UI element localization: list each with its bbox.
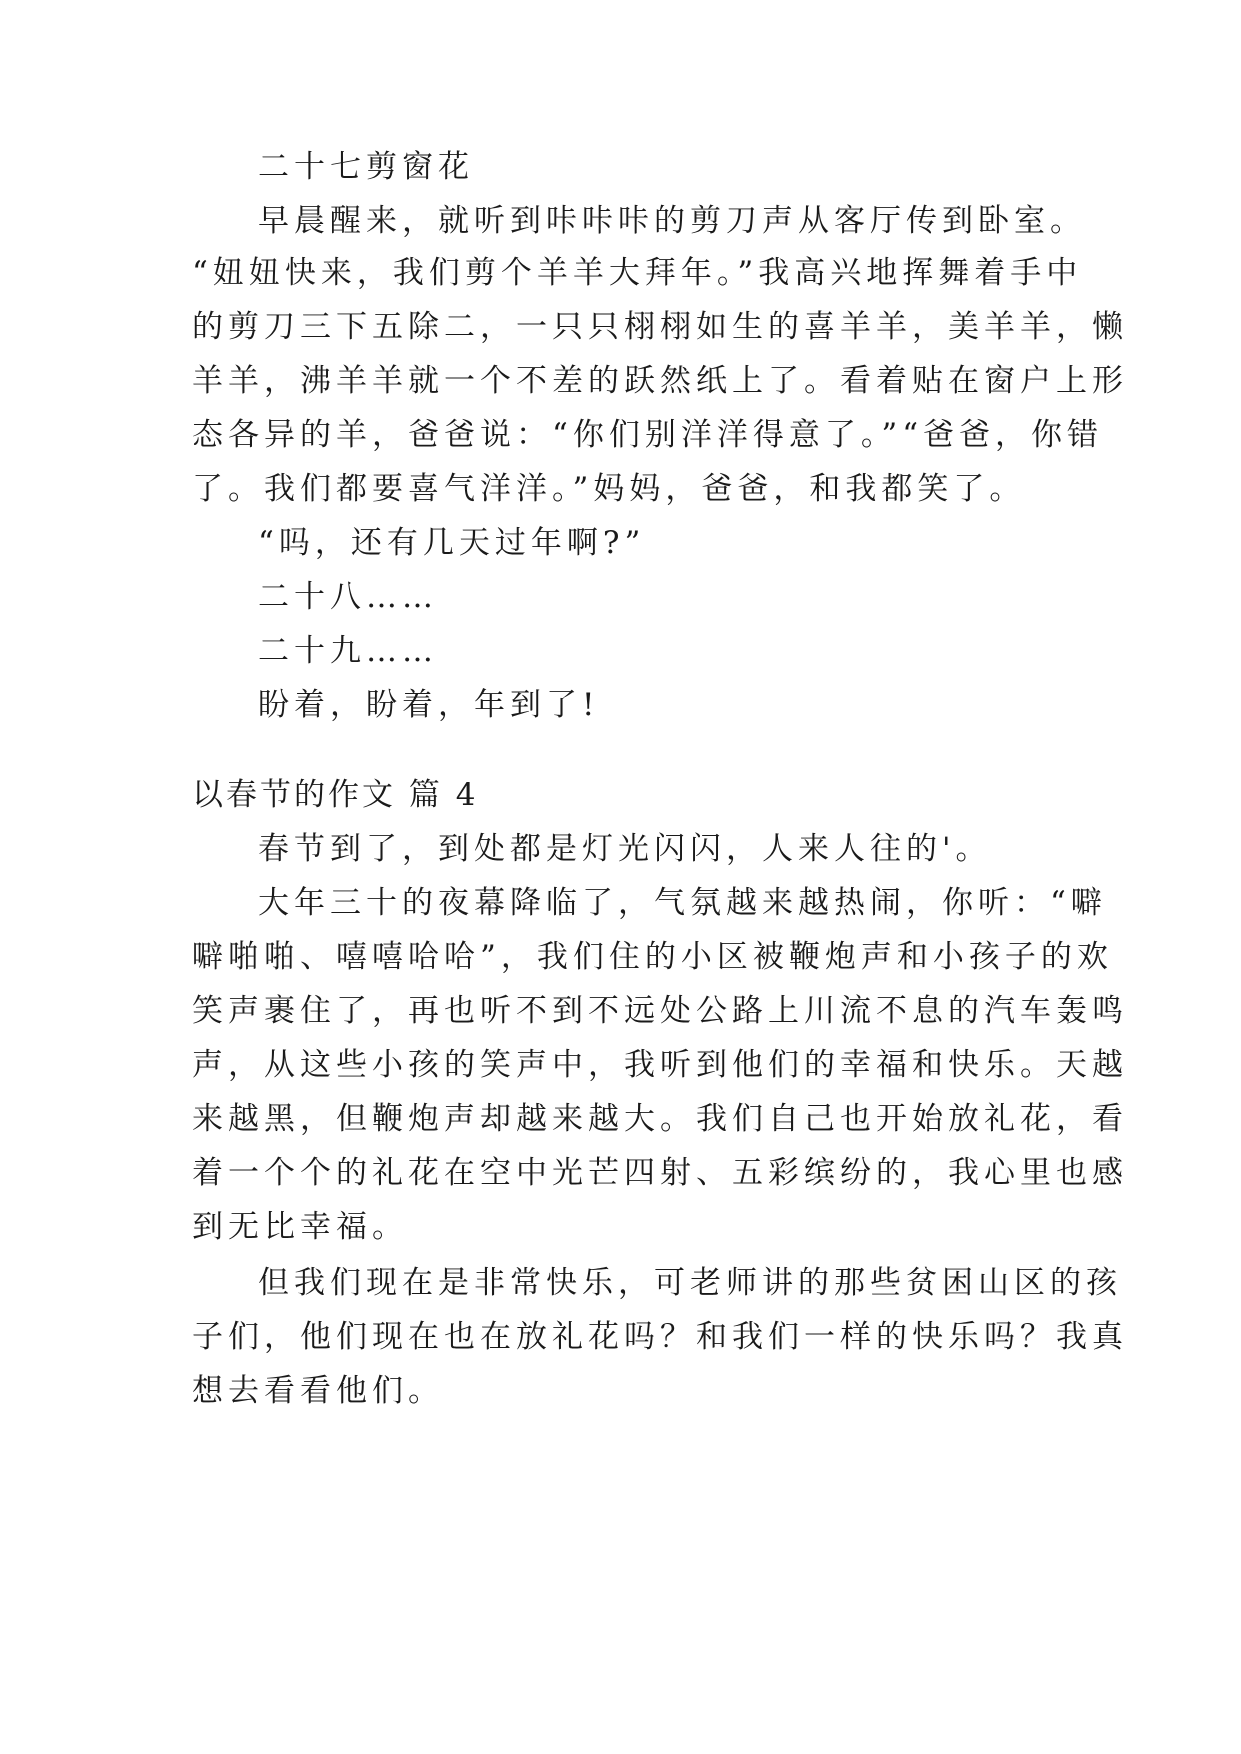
paragraph-line: 的剪刀三下五除二，一只只栩栩如生的喜羊羊，美羊羊，懒 [192, 309, 1128, 345]
paragraph-line: 大年三十的夜幕降临了，气氛越来越热闹，你听：“噼 [258, 885, 1107, 921]
paragraph-line: 二十八…… [258, 579, 438, 615]
paragraph-line: 态各异的羊，爸爸说：“你们别洋洋得意了。”“爸爸，你错 [192, 417, 1104, 453]
paragraph-line: 盼着，盼着，年到了! [258, 687, 600, 723]
paragraph-line: 着一个个的礼花在空中光芒四射、五彩缤纷的，我心里也感 [192, 1155, 1128, 1191]
paragraph-line: 声，从这些小孩的笑声中，我听到他们的幸福和快乐。天越 [192, 1047, 1128, 1083]
paragraph-line: 到无比幸福。 [192, 1209, 408, 1245]
paragraph-line: 来越黑，但鞭炮声却越来越大。我们自己也开始放礼花，看 [192, 1101, 1128, 1137]
paragraph-line: 了。我们都要喜气洋洋。”妈妈，爸爸，和我都笑了。 [192, 471, 1026, 507]
paragraph-line: 二十九…… [258, 633, 438, 669]
paragraph-line: 早晨醒来，就听到咔咔咔的剪刀声从客厅传到卧室。 [258, 203, 1086, 239]
paragraph-line: 春节到了，到处都是灯光闪闪，人来人往的'。 [258, 831, 992, 867]
section-title: 以春节的作文 篇 4 [192, 777, 479, 813]
paragraph-line: 但我们现在是非常快乐，可老师讲的那些贫困山区的孩 [258, 1265, 1122, 1301]
paragraph-line: 子们，他们现在也在放礼花吗？和我们一样的快乐吗？我真 [192, 1319, 1128, 1355]
paragraph-line: 噼啪啪、嘻嘻哈哈”，我们住的小区被鞭炮声和小孩子的欢 [192, 939, 1113, 975]
paragraph-line: 想去看看他们。 [192, 1373, 444, 1409]
paragraph-line: 二十七剪窗花 [258, 149, 474, 185]
paragraph-line: “吗，还有几天过年啊?” [258, 525, 646, 561]
paragraph-line: 笑声裹住了，再也听不到不远处公路上川流不息的汽车轰鸣 [192, 993, 1128, 1029]
paragraph-line: 羊羊，沸羊羊就一个不差的跃然纸上了。看着贴在窗户上形 [192, 363, 1128, 399]
paragraph-line: “妞妞快来，我们剪个羊羊大拜年。”我高兴地挥舞着手中 [192, 255, 1083, 291]
